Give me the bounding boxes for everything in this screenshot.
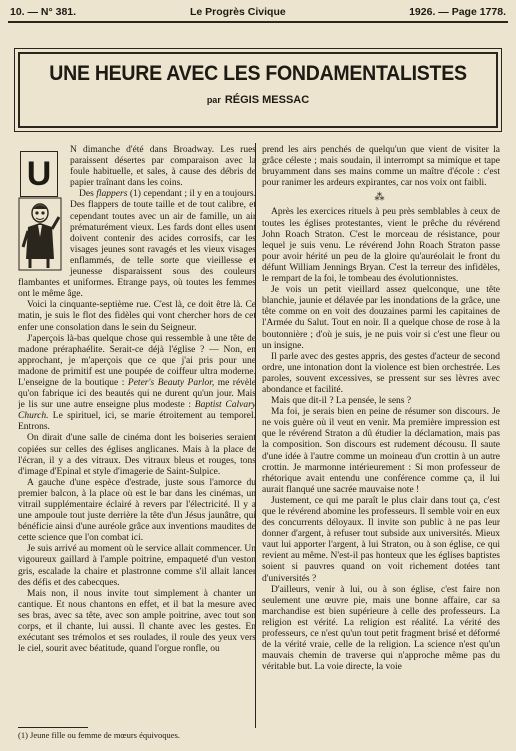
- footnote: (1) Jeune fille ou femme de mœurs équivoques.: [18, 730, 180, 740]
- text-run: J'aperçois là-bas quelque chose qui ressemble à une tête de madone préraphaélite. Serait-ce déjà l'église ? — Non, en approchant, je m'aperçois que ce que j'ai pris pour une madone de primitif est une poupée de coiffeur ultra moderne. L'enseigne de la boutique :: [18, 333, 256, 388]
- right-column: [262, 145, 500, 725]
- paragraph: prend les airs penchés de quelqu'un que vient de visiter la grâce céleste ; mais soudain, il interrompt sa mimique et tape bruyamment dans ses mains comme un maître d'école : c'est pour ranimer les ardeurs expirantes, car nos voix ont faibli.: [262, 145, 500, 189]
- issue-number: 10. — N° 381.: [10, 6, 77, 18]
- text-run: me révèle qu'on fabrique ici des beautés qui ne durent qu'un jour. Mais je lis sur une autre enseigne plus modeste :: [18, 377, 256, 411]
- paragraph: N dimanche d'été dans Broadway. Les rues paraissent désertes par comparaison avec la foule habituelle, et sales, à cause des débris de papier traînant dans les coins.: [70, 145, 256, 189]
- paragraph: Ma foi, je serais bien en peine de résumer son discours. Je ne vois guère où il veut en venir. Ma première impression est que le révérend Straton a dû étudier la déclamation, mais pas la composition. Son discours est rudement décousu. Il saute d'une idée à l'autre comme un moineau d'un crottin à un autre crottin. Je marmonne intérieurement : Si mon professeur de rhétorique avait entendu une conférence comme ça, il lui aurait flanqué une sacrée mauvaise note !: [262, 407, 500, 495]
- running-header: [10, 4, 506, 20]
- header-rule: [8, 21, 508, 23]
- byline-par: par: [206, 95, 221, 105]
- text-run: Le spirituel, ici, se marie étroitement au temporel. Entrons.: [18, 411, 256, 433]
- shop-sign: Peter's Beauty Parlor,: [127, 377, 215, 388]
- section-break: ⁂: [374, 192, 388, 204]
- church-sign: Baptist Calvary Church.: [18, 400, 256, 422]
- italic-term: flappers: [96, 189, 128, 200]
- article-title: UNE HEURE AVEC LES FONDAMENTALISTES: [49, 62, 467, 85]
- paragraph: Après les exercices rituels à peu près semblables à ceux de toutes les églises protestantes, vient le prêche du révérend John Roach Straton. C'est le morceau de résistance, pour lequel je suis venu. Le révérend John Roach Straton passe pour avoir hérité un peu de la gloire qu'auréolait le front du défunt William Jennings Bryan. C'est la terreur des infidèles, le rempart de la foi, le tombeau des évolutionnistes.: [262, 207, 500, 285]
- paragraph: D'ailleurs, venir à lui, ou à son église, c'est faire non seulement une œuvre pie, mais une bonne affaire, car sa marchandise est bien supérieure à celle des professeurs. La religion est vérité. La religion est réalité. La vérité des professeurs, ce n'est qu'un tout petit fragment brisé et déformé de la vérité vraie, celle de la religion. La science n'est qu'un mauvais chemin de traverse qui n'approche même pas du véritable but. La voie directe, la voie: [262, 584, 500, 673]
- dropcap-illustration: [18, 145, 64, 273]
- paragraph: [18, 334, 256, 434]
- byline: [20, 94, 496, 106]
- text-run: Des: [79, 189, 94, 200]
- paragraph: Mais que dit-il ? La pensée, le sens ?: [271, 396, 412, 407]
- paragraph: A gauche d'une espèce d'estrade, juste sous l'amorce du premier balcon, à la place où est le bar dans les cinémas, un vitrail supplémentaire éclairé à revers par l'électricité. Il y a une ampoule tout juste derrière la tête d'un Jésus jaunâtre, qui bénéficie ainsi d'une auréole grâce aux inventions maudites de cette science que l'on combat ici.: [18, 477, 256, 544]
- paragraph: Voici la cinquante-septième rue. C'est là, ce doit être là. Ce matin, je suis le flot des fidèles qui vont chercher hors de cet enfer une consolation dans le sein du Seigneur.: [18, 300, 256, 333]
- paragraph: Justement, ce qui me paraît le plus clair dans tout ça, c'est que le révérend abomine les professeurs. Il semble voir en eux des concurrents déloyaux. Il invite son public à ne pas leur donner d'argent, à refuser tout subside aux universités. Mieux vaut lui apporter l'argent, à lui Straton, ou à son église, ce qui revient au même. N'est-il pas honteux que les églises baptistes soient si pauvres quand on voit richement dotées tant d'universités ?: [262, 495, 500, 584]
- footnote-rule: [18, 727, 88, 728]
- text-run: (1) cependant ; il y en a toujours. Des flappers de toute taille et de tout calibre, et cependant toutes avec un air de famille, un air prématurément vieux. Les fards dont elles usent doivent contenir des acides corrosifs, car les visages jeunes sont ravagés et les vieux visages enflammés, de telle sorte que vieillesse et jeunesse disparaissent sous des couleurs flambantes et uniformes. Etrange pays, où toutes les femmes ont le même âge.: [18, 189, 256, 300]
- dropcap-letter: U: [20, 151, 58, 197]
- author-name: RÉGIS MESSAC: [224, 94, 310, 106]
- title-box: [18, 52, 498, 128]
- paragraph: Je suis arrivé au moment où le service allait commencer. Un vigoureux gaillard à l'ample poitrine, empaqueté d'un veston gris, escalade la chaire et plastronne comme s'il allait lancer des défis et des cabecques.: [18, 544, 256, 588]
- journal-name: Le Progrès Civique: [190, 6, 286, 18]
- left-column: [18, 145, 256, 725]
- paragraph: Il parle avec des gestes appris, des gestes d'acteur de second ordre, une intonation dont la violence est bien orchestrée. Les paroles, souvent excessives, se pressent sur ses lèvres avec abondance et facilité.: [262, 351, 500, 395]
- paragraph: Je vois un petit vieillard assez quelconque, une tête blanchie, jaunie et délavée par les inondations de la grâce, une tête comme on en voit des douzaines parmi les capitaines de l'Armée du Salut. Tout en noir. Il a quelque chose de rose à la boutonnière ; d'où je suis, je ne puis voir si c'est une fleur ou un insigne.: [262, 285, 500, 351]
- preacher-drawing-icon: [18, 197, 62, 271]
- paragraph: On dirait d'une salle de cinéma dont les boiseries seraient copiées sur celles des églises anglicanes. Mais à la place de l'écran, il y a des vitraux. Des vitraux bleus et rouges, tons d'image d'Epinal et style d'imagerie de Saint-Sulpice.: [18, 433, 256, 477]
- paragraph: Mais non, il nous invite tout simplement à chanter un cantique. Et nous chantons en effet, et il bat la mesure avec ses bras, avec sa tête, avec son ample poitrine, avec tout son corps, et il chante, lui aussi. Il chante avec les gestes. En exécutant ses trémolos et ses roulades, il roule des yeux vers le ciel, sourit avec béatitude, quand l'orgue ronfle, ou: [18, 588, 256, 655]
- date-page: 1926. — Page 1778.: [409, 6, 506, 18]
